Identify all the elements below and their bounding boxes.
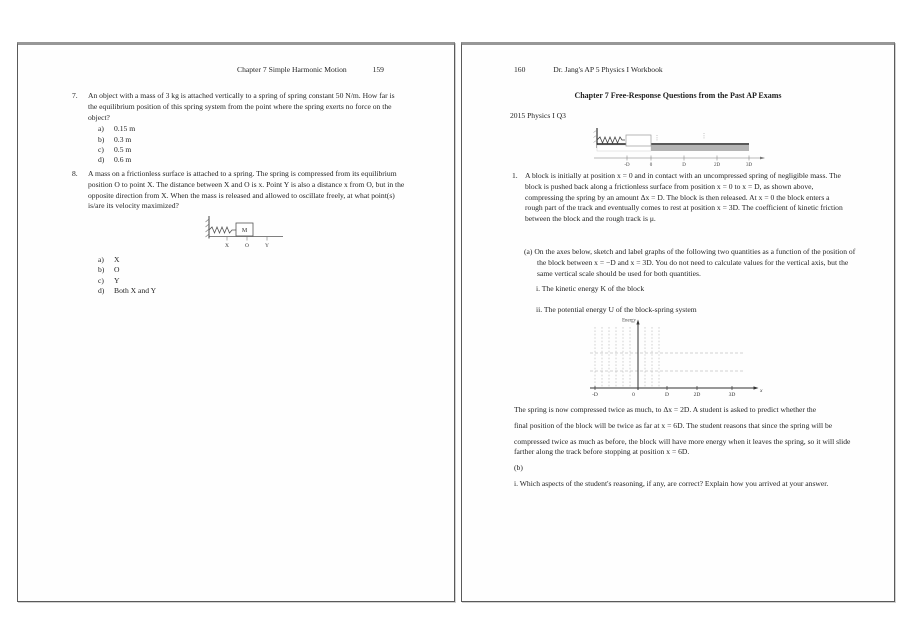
part-a-text: (a) On the axes below, sketch and label graphs of the following two quantities as a function of the position of the block between x = −D and x = 3D. You do not need to calculate values for the vertical axis, but the same vertical scale should be used for both quantities. [524, 247, 856, 278]
x-label-minus-d: -D [592, 392, 598, 398]
point-label-x: X [225, 243, 229, 250]
section-title: Chapter 7 Free-Response Questions from the Past AP Exams [574, 91, 782, 100]
x-label-d: D [665, 392, 669, 398]
question-1-number: 1. [512, 171, 518, 180]
point-label-y: Y [265, 243, 269, 250]
question-1 [512, 171, 848, 225]
x-axis-arrowhead [754, 386, 759, 389]
tick-label-d: D [682, 163, 686, 168]
left-page-number: 159 [372, 65, 384, 74]
question-7-text: An object with a mass of 3 kg is attached vertically to a spring of spring constant 50 N/m. How far is the equilibrium position of this spring system from the point where the spring exerts no force on the object? [88, 91, 395, 122]
question-8-options [98, 255, 416, 296]
mass-block-label: M [241, 228, 248, 235]
follow-up-paragraph-1: The spring is now compressed twice as much, to Δx = 2D. A student is asked to predict whether the [514, 405, 817, 414]
spring-coil [209, 227, 236, 233]
left-page [17, 42, 455, 602]
option-a: a) 0.15 m [98, 124, 136, 134]
rough-surface-bar [651, 145, 749, 151]
option-a: a) X [98, 255, 120, 265]
option-b: b) 0.3 m [98, 134, 132, 144]
part-a-item-ii: ii. The potential energy U of the block-spring system [536, 305, 697, 314]
spring-coil [597, 137, 625, 143]
right-page-header [514, 65, 663, 74]
question-7 [72, 91, 412, 165]
option-c: c) 0.5 m [98, 144, 132, 154]
part-b-label: (b) [514, 463, 523, 473]
part-b-item-i: i. Which aspects of the student's reasoning, if any, are correct? Explain how you arrived at your answer. [514, 478, 829, 488]
right-page-number: 160 [514, 65, 526, 74]
follow-up-paragraph-3: compressed twice as much as before, the block will have more energy when it leaves the spring, so it will slide farther along the track before stopping at position x = 6D. [514, 436, 851, 457]
wall-hatching [206, 219, 210, 237]
question-8-number: 8. [72, 169, 78, 178]
right-page [461, 42, 895, 602]
x-label-3d: 3D [728, 392, 736, 398]
spring-mass-figure [205, 215, 290, 251]
exam-label: 2015 Physics I Q3 [510, 111, 566, 120]
tick-label-0: 0 [649, 163, 653, 168]
x-label-0: 0 [632, 392, 635, 398]
vertical-gridlines [595, 327, 659, 388]
x-label-2d: 2D [693, 392, 701, 398]
point-label-o: O [245, 243, 249, 250]
position-ticks [227, 237, 267, 241]
x-axis-label: x [760, 388, 763, 394]
option-c: c) Y [98, 275, 120, 285]
horizontal-gridlines [590, 353, 743, 371]
tick-label-2d: 2D [713, 163, 721, 168]
question-8 [72, 169, 416, 296]
question-1-text: A block is initially at position x = 0 and in contact with an uncompressed spring of negligible mass. The block is pushed back along a frictionless surface from position x = 0 to x = D, as shown above, compressing the spring by an amount Δx = D. The block is then released. At x = 0 the block enters a rough part of the track and eventually comes to rest at position x = 3D. The coefficient of kinetic friction between the block and the rough track is μ. [525, 171, 843, 224]
question-8-text: A mass on a frictionless surface is attached to a spring. The spring is compressed from its equilibrium position O to point X. The distance between X and O is x. Point Y is also a distance x from O, but in the opposite direction from X. When the mass is released and allowed to oscillate freely, at what point(s) is/are its velocity maximized? [88, 169, 405, 211]
left-page-header [237, 65, 384, 74]
tick-label-3d: 3D [745, 163, 753, 168]
axis-arrowhead [760, 157, 765, 160]
option-d: d) Both X and Y [98, 285, 157, 295]
part-a-item-i: i. The kinetic energy K of the block [536, 284, 645, 293]
follow-up-paragraph-2: final position of the block will be twice as far at x = 6D. The student reasons that since the spring will be [514, 420, 833, 430]
tick-label-minus-d: -D [624, 163, 630, 168]
y-axis-arrowhead [636, 320, 639, 325]
block [626, 135, 651, 146]
track-marker-dots [657, 133, 704, 141]
question-7-options [98, 124, 412, 165]
question-7-number: 7. [72, 91, 78, 100]
spring-track-figure [592, 124, 800, 168]
follow-up-block [514, 405, 856, 495]
option-b: b) O [98, 265, 120, 275]
right-running-title: Dr. Jang's AP 5 Physics I Workbook [553, 65, 663, 74]
left-running-title: Chapter 7 Simple Harmonic Motion [237, 65, 347, 74]
y-axis-label: Energy [622, 318, 636, 324]
energy-graph-axes [585, 315, 765, 400]
option-d: d) 0.6 m [98, 155, 132, 164]
